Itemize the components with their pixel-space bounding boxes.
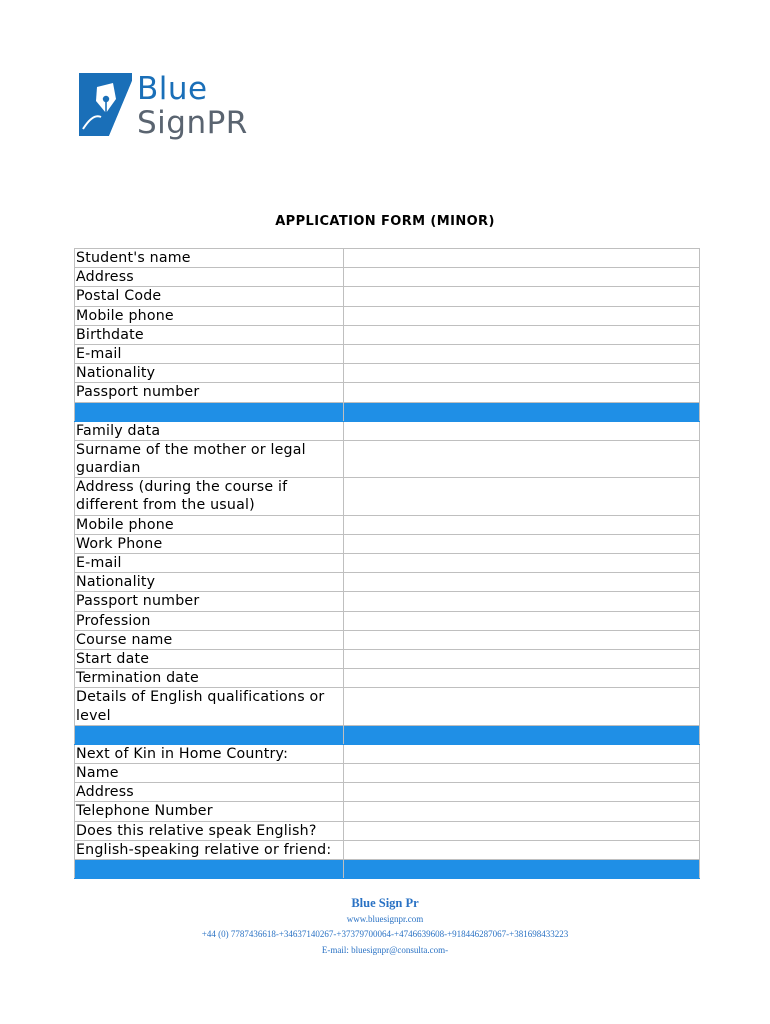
form-row [75,783,700,802]
field-value[interactable] [344,478,700,515]
field-label: E-mail [75,554,344,573]
field-label: Family data [75,421,344,440]
field-value[interactable] [344,515,700,534]
field-label: Details of English qualifications or level [75,688,344,725]
form-title: APPLICATION FORM (MINOR) [275,214,495,229]
field-label: Name [75,764,344,783]
field-value[interactable] [344,783,700,802]
pen-nib-icon [79,73,132,136]
field-value[interactable] [344,306,700,325]
field-label: Passport number [75,592,344,611]
company-logo [79,71,279,151]
field-value[interactable] [344,744,700,763]
field-label: Does this relative speak English? [75,821,344,840]
footer-email[interactable]: E-mail: bluesignpr@consulta.com- [321,945,449,955]
field-value[interactable] [344,821,700,840]
form-row [75,268,700,287]
form-row [75,764,700,783]
field-label: Student's name [75,249,344,268]
field-value[interactable] [344,554,700,573]
field-value[interactable] [344,573,700,592]
field-label: Telephone Number [75,802,344,821]
field-label: Profession [75,611,344,630]
field-value[interactable] [344,440,700,477]
form-row [75,650,700,669]
form-row [75,534,700,553]
section-separator [75,860,700,879]
field-label: E-mail [75,345,344,364]
field-label: Start date [75,650,344,669]
form-row [75,440,700,477]
form-row [75,821,700,840]
application-form-table [74,248,700,879]
form-row [75,802,700,821]
field-label: Termination date [75,669,344,688]
form-row [75,249,700,268]
field-value[interactable] [344,534,700,553]
field-value[interactable] [344,592,700,611]
field-value[interactable] [344,268,700,287]
field-value[interactable] [344,688,700,725]
field-label: Nationality [75,364,344,383]
field-value[interactable] [344,345,700,364]
field-label: Birthdate [75,325,344,344]
form-row [75,306,700,325]
form-row [75,554,700,573]
field-value[interactable] [344,611,700,630]
field-value[interactable] [344,802,700,821]
footer-phones: +44 (0) 7787436618-+34637140267-+37379700064-+4746639608-+918446287067-+381698433223 [201,929,569,939]
field-label: Nationality [75,573,344,592]
field-value[interactable] [344,325,700,344]
form-row [75,478,700,515]
field-label: Surname of the mother or legal guardian [75,440,344,477]
field-value[interactable] [344,840,700,859]
field-label: Work Phone [75,534,344,553]
form-row [75,744,700,763]
field-label: Mobile phone [75,306,344,325]
form-row [75,515,700,534]
section-separator [75,402,700,421]
form-row [75,325,700,344]
field-value[interactable] [344,630,700,649]
form-row [75,688,700,725]
form-row [75,669,700,688]
field-value[interactable] [344,669,700,688]
logo-word-blue: Blue [137,71,208,107]
footer-website[interactable]: www.bluesignpr.com [346,914,424,924]
field-label: Passport number [75,383,344,402]
field-value[interactable] [344,764,700,783]
field-value[interactable] [344,287,700,306]
form-row [75,573,700,592]
form-row [75,383,700,402]
field-label: Address (during the course if different from the usual) [75,478,344,515]
field-label: Next of Kin in Home Country: [75,744,344,763]
field-value[interactable] [344,364,700,383]
form-row [75,345,700,364]
field-label: Address [75,268,344,287]
section-separator [75,725,700,744]
form-row [75,421,700,440]
field-label: Course name [75,630,344,649]
form-row [75,630,700,649]
field-label: Mobile phone [75,515,344,534]
field-value[interactable] [344,383,700,402]
form-row [75,611,700,630]
form-row [75,287,700,306]
form-row [75,840,700,859]
field-value[interactable] [344,421,700,440]
field-label: Postal Code [75,287,344,306]
form-row [75,592,700,611]
field-value[interactable] [344,650,700,669]
form-row [75,364,700,383]
field-label: Address [75,783,344,802]
field-label: English-speaking relative or friend: [75,840,344,859]
footer-company: Blue Sign Pr [351,896,419,910]
field-value[interactable] [344,249,700,268]
logo-word-signpr: SignPR [137,105,248,141]
